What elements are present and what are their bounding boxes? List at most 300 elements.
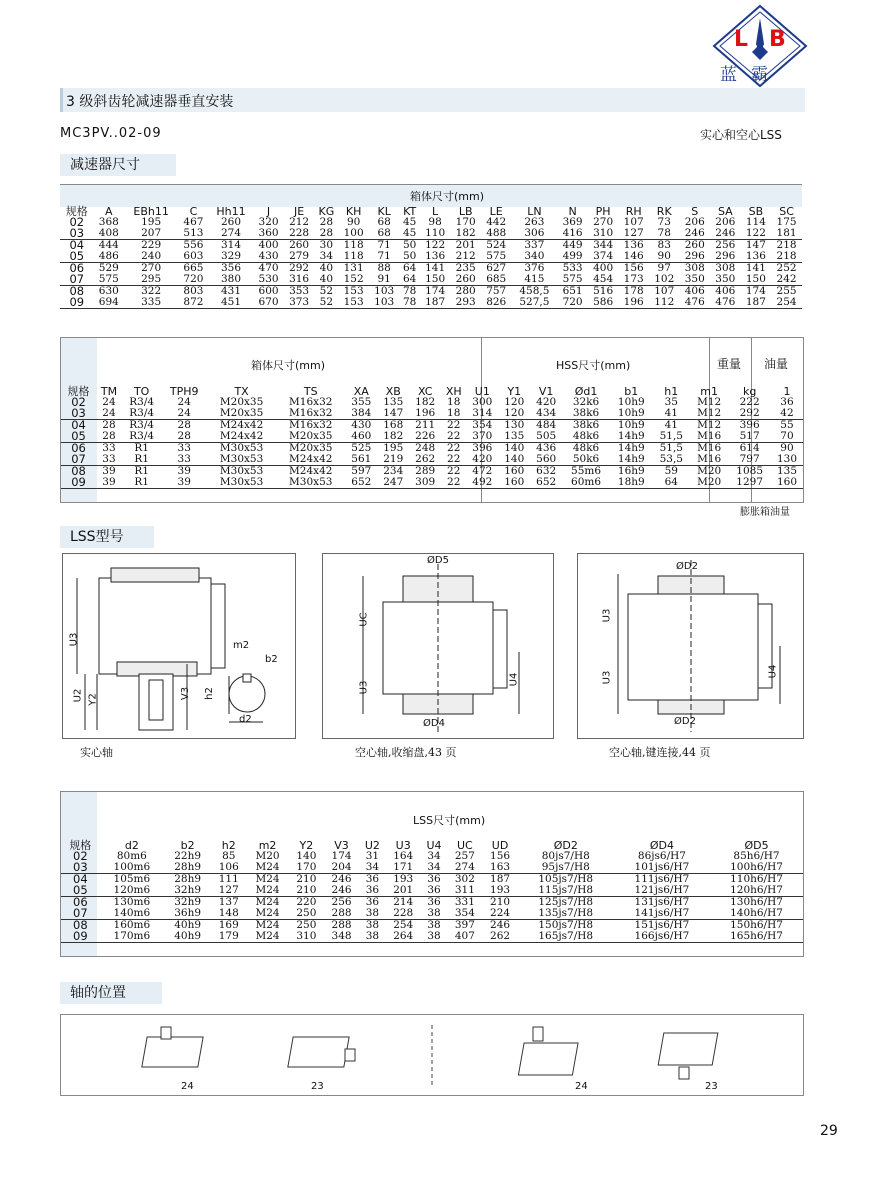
table-cell: 665	[183, 262, 204, 274]
logo-letter-b: B	[769, 27, 786, 52]
table-cell: M12	[697, 396, 722, 408]
table-cell: 322	[141, 285, 162, 297]
col-header: Hh11	[216, 205, 246, 218]
d1-h2: h2	[203, 687, 215, 700]
row-label: 04	[69, 238, 85, 252]
table-cell: 384	[351, 407, 372, 419]
table-cell: 256	[715, 239, 736, 251]
table-cell: M20x35	[219, 396, 264, 408]
row-label: 08	[71, 464, 86, 478]
table-cell: 50k6	[572, 453, 600, 465]
table-cell: 22	[447, 430, 461, 442]
table-cell: 416	[562, 227, 583, 239]
table-cell: 24	[102, 407, 116, 419]
col-header: XB	[385, 385, 401, 398]
table-cell: 337	[524, 239, 545, 251]
table-cell: M30x53	[219, 476, 264, 488]
table-cell: 36	[365, 896, 380, 908]
table-cell: 111js6/H7	[634, 873, 690, 885]
row-label: 03	[73, 860, 88, 874]
section-shaft: 轴的位置	[60, 982, 162, 1004]
table-cell: 100m6	[113, 861, 151, 873]
table-cell: R3/4	[129, 430, 155, 442]
table-cell: 140	[296, 850, 317, 862]
table-cell: 10h9	[617, 419, 645, 431]
table-cell: 207	[141, 227, 162, 239]
table-cell: 560	[536, 453, 557, 465]
table-cell: 33	[102, 442, 116, 454]
d1-d2: d2	[239, 714, 252, 725]
table-cell: M24	[255, 873, 280, 885]
table-cell: 280	[455, 285, 476, 297]
table-cell: 28	[177, 430, 191, 442]
table-cell: 136	[623, 239, 644, 251]
table-cell: 264	[393, 930, 414, 942]
table-cell: 670	[258, 296, 279, 308]
table-cell: 18h9	[617, 476, 645, 488]
table-cell: 179	[218, 930, 239, 942]
table-cell: 39	[102, 465, 116, 477]
hss-table	[61, 386, 803, 489]
table-cell: 525	[351, 442, 372, 454]
table-cell: 141	[425, 262, 446, 274]
table-cell: 28h9	[174, 873, 202, 885]
table2-group1: 箱体尺寸(mm)	[251, 359, 326, 372]
table-cell: 130	[504, 419, 525, 431]
table-cell: M12	[697, 419, 722, 431]
table-cell: 210	[490, 896, 511, 908]
table-cell: 174	[425, 285, 446, 297]
row-label: 03	[71, 406, 86, 420]
table-cell: 28	[102, 430, 116, 442]
col-header: RK	[656, 205, 672, 218]
shaft-pos-4: 23	[705, 1081, 718, 1092]
table-cell: 10h9	[617, 407, 645, 419]
table-cell: 316	[289, 273, 310, 285]
table-cell: 314	[220, 239, 241, 251]
col-header: Y1	[507, 385, 522, 398]
table-cell: 250	[296, 919, 317, 931]
table-cell: 73	[657, 216, 671, 228]
table-cell: 652	[351, 476, 372, 488]
table-cell: 102	[654, 273, 675, 285]
col-header: UD	[491, 839, 509, 852]
table-cell: 135	[504, 430, 525, 442]
table-cell: 803	[183, 285, 204, 297]
col-header: C	[189, 205, 198, 218]
table-cell: 39	[177, 465, 191, 477]
table-cell: 28h9	[174, 861, 202, 873]
table-cell: 24	[177, 407, 191, 419]
table-cell: 148	[218, 907, 239, 919]
table-cell: M20	[697, 476, 722, 488]
row-label: 09	[71, 475, 86, 489]
table-cell: 575	[98, 273, 119, 285]
table-cell: 165js7/H8	[538, 930, 594, 942]
table-cell: M16x32	[289, 407, 333, 419]
table-cell: 274	[454, 861, 475, 873]
table-cell: 406	[684, 285, 705, 297]
table-cell: 1297	[736, 476, 764, 488]
table-cell: 107	[654, 285, 675, 297]
d1-u3: U3	[68, 632, 80, 647]
table-cell: 90	[780, 442, 794, 454]
table-cell: 300	[472, 396, 493, 408]
table-cell: 100	[343, 227, 364, 239]
table-cell: M20	[697, 465, 722, 477]
table-cell: 115js7/H8	[538, 884, 594, 896]
table-cell: 174	[745, 285, 766, 297]
table-cell: 614	[739, 442, 760, 454]
table-cell: 212	[455, 250, 476, 262]
table-cell: 160	[776, 476, 797, 488]
d3-u3-b: U3	[601, 670, 613, 685]
row-label: 04	[71, 418, 86, 432]
table-cell: M16x32	[289, 419, 333, 431]
d3-u3-a: U3	[601, 608, 613, 623]
table-cell: 107	[623, 216, 644, 228]
col-header: h2	[221, 839, 236, 852]
table-cell: 260	[220, 216, 241, 228]
table-cell: 100h6/H7	[730, 861, 783, 873]
table-cell: 486	[98, 250, 119, 262]
table-cell: 247	[383, 476, 404, 488]
table-cell: 165h6/H7	[730, 930, 783, 942]
table-cell: 195	[141, 216, 162, 228]
table-cell: 18	[447, 407, 461, 419]
table-cell: 120	[504, 396, 525, 408]
d3-u4: U4	[767, 664, 779, 679]
table-cell: 131	[343, 262, 364, 274]
table-cell: 603	[183, 250, 204, 262]
table-cell: 147	[745, 239, 766, 251]
table-cell: 95js7/H8	[541, 861, 590, 873]
table-cell: 51,5	[659, 430, 683, 442]
shaft-pos-2: 23	[311, 1081, 324, 1092]
table-row	[61, 931, 803, 943]
row-label: 07	[71, 452, 86, 466]
table-cell: M24	[255, 930, 280, 942]
col-header: ØD2	[553, 839, 578, 852]
table-cell: 415	[524, 273, 545, 285]
table-cell: 257	[454, 850, 475, 862]
table-cell: 10h9	[617, 396, 645, 408]
table-cell: 22	[447, 465, 461, 477]
d3-d2-bottom: ØD2	[674, 716, 696, 727]
table3-group: LSS尺寸(mm)	[413, 814, 486, 827]
table-cell: 38	[427, 907, 441, 919]
row-label: 07	[73, 906, 88, 920]
table-cell: 160	[504, 476, 525, 488]
table-cell: 31	[365, 850, 380, 862]
col-header: A	[105, 205, 113, 218]
table-cell: 279	[289, 250, 310, 262]
table-cell: 137	[218, 896, 239, 908]
table-cell: 396	[739, 419, 760, 431]
table-cell: 306	[524, 227, 545, 239]
table-cell: 235	[455, 262, 476, 274]
table-cell: 175	[776, 216, 797, 228]
table-cell: 234	[383, 465, 404, 477]
table-cell: 45	[402, 216, 417, 228]
table-cell: 320	[258, 216, 279, 228]
table-cell: 380	[220, 273, 241, 285]
table-cell: 88	[377, 262, 391, 274]
row-label: 02	[69, 215, 85, 229]
table-cell: 187	[745, 296, 766, 308]
table-cell: 24	[177, 396, 191, 408]
table-row	[61, 862, 803, 874]
table-cell: 22	[447, 476, 461, 488]
table-cell: 220	[296, 896, 317, 908]
table-cell: 252	[776, 262, 797, 274]
table-cell: 246	[490, 919, 511, 931]
oil-note: 膨胀箱油量	[740, 507, 790, 518]
table-cell: 374	[593, 250, 614, 262]
table-cell: 40h9	[174, 919, 202, 931]
row-label: 03	[69, 226, 85, 240]
hss-table-box	[60, 337, 804, 503]
table-cell: 173	[623, 273, 644, 285]
col-header: b1	[624, 385, 639, 398]
table-cell: 78	[402, 285, 417, 297]
table-cell: 556	[183, 239, 204, 251]
table-cell: 55m6	[571, 465, 602, 477]
table-cell: 28	[319, 216, 334, 228]
table-cell: R3/4	[129, 407, 155, 419]
table-cell: 97	[657, 262, 671, 274]
table-cell: 407	[454, 930, 475, 942]
table-cell: 164	[393, 850, 414, 862]
col-header: J	[266, 205, 271, 218]
table-cell: 263	[524, 216, 545, 228]
table-cell: 187	[425, 296, 446, 308]
table-cell: 210	[296, 884, 317, 896]
table-cell: 400	[593, 262, 614, 274]
col-header: SA	[717, 205, 733, 218]
table-cell: 51,5	[659, 442, 683, 454]
table-cell: 193	[393, 873, 414, 885]
table-cell: 356	[220, 262, 241, 274]
table-cell: 187	[490, 873, 511, 885]
col-header: XA	[353, 385, 369, 398]
table-cell: 60m6	[571, 476, 602, 488]
table-cell: 872	[183, 296, 204, 308]
table-cell: 118	[343, 239, 364, 251]
table-cell: 153	[343, 296, 364, 308]
table-cell: 28	[177, 419, 191, 431]
table-cell: 797	[739, 453, 760, 465]
table-row	[61, 408, 803, 420]
table-cell: 530	[258, 273, 279, 285]
table-cell: 499	[562, 250, 583, 262]
row-label: 04	[73, 872, 88, 886]
table-cell: 420	[536, 396, 557, 408]
row-label: 05	[69, 249, 85, 263]
table-cell: M24	[255, 896, 280, 908]
table-row	[60, 297, 802, 309]
table-cell: 195	[383, 442, 404, 454]
table1-group: 箱体尺寸(mm)	[410, 190, 485, 203]
table-cell: 311	[454, 884, 475, 896]
table-cell: 125js7/H8	[538, 896, 594, 908]
table-cell: 32h9	[174, 896, 202, 908]
table-cell: 597	[351, 465, 372, 477]
table-cell: 141	[745, 262, 766, 274]
table-cell: 335	[141, 296, 162, 308]
row-label: 05	[73, 883, 88, 897]
table-cell: 48k6	[572, 442, 600, 454]
table-cell: 122	[745, 227, 766, 239]
col-header: TO	[133, 385, 150, 398]
table-cell: 757	[486, 285, 507, 297]
table-cell: M24x42	[289, 453, 333, 465]
col-header: d2	[124, 839, 139, 852]
table-cell: 240	[141, 250, 162, 262]
table-cell: 344	[593, 239, 614, 251]
table-cell: 22	[447, 442, 461, 454]
table-cell: 64	[402, 262, 417, 274]
table-cell: 260	[289, 239, 310, 251]
table-cell: 434	[536, 407, 557, 419]
table-cell: 193	[490, 884, 511, 896]
col-header: U1	[474, 385, 490, 398]
table-cell: 130m6	[113, 896, 151, 908]
table-cell: M16	[697, 453, 722, 465]
table-cell: 369	[562, 216, 583, 228]
table-cell: 219	[383, 453, 404, 465]
table-cell: 340	[524, 250, 545, 262]
table-cell: M24x42	[219, 419, 264, 431]
table-cell: 150h6/H7	[730, 919, 783, 931]
row-label: 08	[69, 284, 85, 298]
table-cell: 130h6/H7	[730, 896, 783, 908]
table-cell: 140	[504, 442, 525, 454]
d1-v3: V3	[180, 686, 192, 701]
table-cell: 270	[593, 216, 614, 228]
table-cell: 35	[664, 396, 678, 408]
col-header: TM	[100, 385, 118, 398]
table-cell: M20x35	[289, 430, 333, 442]
table-cell: 42	[780, 407, 794, 419]
table-cell: 150	[745, 273, 766, 285]
table-cell: 353	[289, 285, 310, 297]
table-cell: 34	[319, 250, 334, 262]
table-cell: 516	[593, 285, 614, 297]
table-row	[60, 228, 802, 240]
table-cell: 720	[562, 296, 583, 308]
table-cell: 36	[780, 396, 794, 408]
table-cell: 50	[402, 239, 417, 251]
table-cell: M24	[255, 884, 280, 896]
table-cell: 112	[654, 296, 675, 308]
col-header: EBh11	[133, 205, 169, 218]
corner-label: 规格	[67, 385, 90, 398]
table-cell: 529	[98, 262, 119, 274]
corner-label: 规格	[65, 205, 88, 218]
col-header: UC	[457, 839, 473, 852]
table-cell: 492	[472, 476, 493, 488]
model-variant: 实心和空心LSS	[700, 128, 782, 142]
table-cell: 170m6	[113, 930, 151, 942]
table-cell: 33	[102, 453, 116, 465]
table-cell: 71	[377, 250, 391, 262]
table-cell: 41	[664, 407, 678, 419]
table-cell: 146	[623, 250, 644, 262]
col-header: m1	[700, 385, 718, 398]
table-cell: 354	[472, 419, 493, 431]
table-row	[61, 477, 803, 489]
table-cell: 90	[657, 250, 671, 262]
col-header: U4	[426, 839, 442, 852]
table-cell: 170	[455, 216, 476, 228]
table-cell: 28	[319, 227, 334, 239]
table-cell: 296	[715, 250, 736, 262]
table-cell: 310	[593, 227, 614, 239]
table-cell: 470	[258, 262, 279, 274]
table-cell: 103	[374, 285, 395, 297]
col-header: V1	[538, 385, 554, 398]
table-cell: 127	[623, 227, 644, 239]
table-cell: 70	[780, 430, 794, 442]
row-label: 06	[73, 895, 88, 909]
col-header: m2	[258, 839, 277, 852]
table-cell: 210	[296, 873, 317, 885]
table-cell: 533	[562, 262, 583, 274]
table-cell: 292	[289, 262, 310, 274]
table-cell: 36	[427, 873, 441, 885]
col-header: 1	[783, 385, 791, 398]
table-cell: 120h6/H7	[730, 884, 783, 896]
table-cell: 106	[218, 861, 239, 873]
table-cell: 218	[776, 239, 797, 251]
caption-hollow-key: 空心轴,键连接,44 页	[609, 746, 711, 759]
table-cell: R1	[134, 465, 149, 477]
table-cell: 141js6/H7	[634, 907, 690, 919]
d1-y2: Y2	[87, 693, 99, 706]
table-cell: 575	[562, 273, 583, 285]
table-cell: 246	[715, 227, 736, 239]
col-header: LB	[458, 205, 473, 218]
diagram-hollow-key	[577, 553, 804, 739]
shaft-pos-3: 24	[575, 1081, 588, 1092]
caption-solid: 实心轴	[80, 746, 113, 759]
table-cell: 131js6/H7	[634, 896, 690, 908]
table-cell: 140h6/H7	[730, 907, 783, 919]
table-cell: 310	[296, 930, 317, 942]
table-cell: 135	[383, 396, 404, 408]
table-cell: 355	[351, 396, 372, 408]
table-cell: 38k6	[572, 407, 600, 419]
table-cell: 68	[377, 216, 391, 228]
table-cell: 85h6/H7	[733, 850, 780, 862]
table-cell: 59	[664, 465, 678, 477]
table-cell: 651	[562, 285, 583, 297]
table-cell: 122	[425, 239, 446, 251]
col-header: KT	[403, 205, 417, 218]
table-cell: 309	[415, 476, 436, 488]
table-cell: 472	[472, 465, 493, 477]
col-header: KH	[345, 205, 362, 218]
row-label: 02	[73, 849, 88, 863]
table-cell: 256	[331, 896, 352, 908]
col-header: V3	[334, 839, 349, 852]
table-cell: 120	[504, 407, 525, 419]
table-cell: 78	[402, 296, 417, 308]
table-cell: 32k6	[572, 396, 600, 408]
table-cell: 436	[536, 442, 557, 454]
table-cell: 289	[415, 465, 436, 477]
